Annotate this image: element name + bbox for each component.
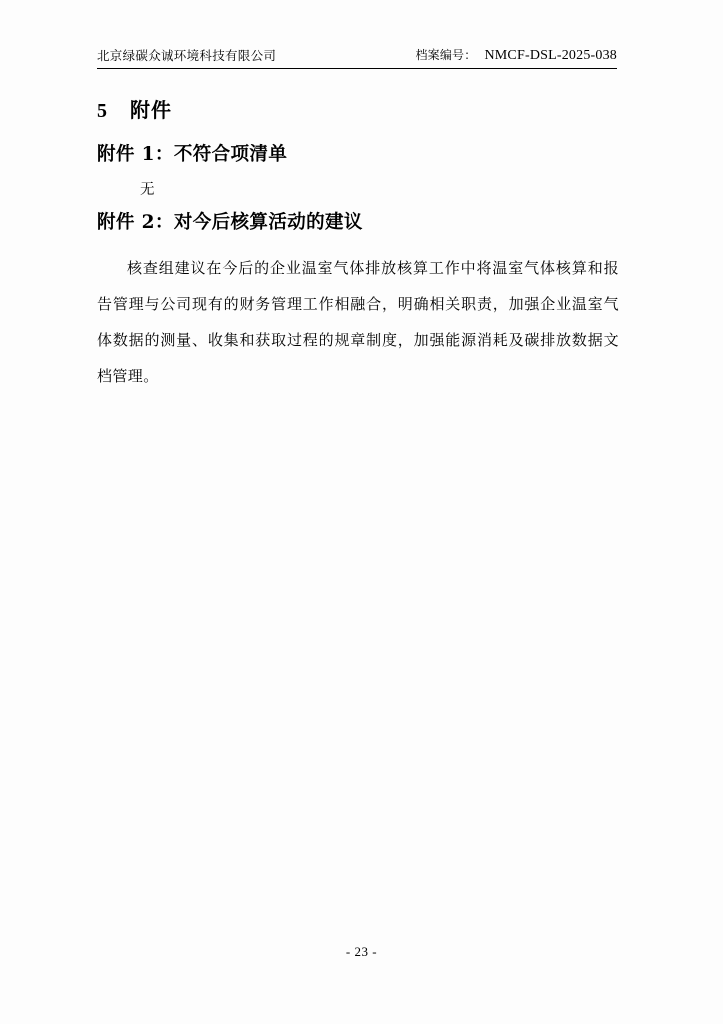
appendix1-heading: 附件 1：不符合项清单 bbox=[97, 144, 288, 165]
section-title: 附件 bbox=[130, 98, 172, 122]
header-company-name: 北京绿碳众诚环境科技有限公司 bbox=[97, 48, 277, 63]
section-number: 5 bbox=[97, 100, 108, 122]
appendix2-heading: 附件 2：对今后核算活动的建议 bbox=[97, 212, 363, 233]
appendix2-body: 核查组建议在今后的企业温室气体排放核算工作中将温室气体核算和报告管理与公司现有的财务管理工作相融合，明确相关职责，加强企业温室气体数据的测量、收集和获取过程的规章制度，加强能源消耗及碳排放数据文档管理。 bbox=[97, 259, 619, 385]
section-heading bbox=[97, 94, 172, 123]
page-number: - 23 - bbox=[345, 944, 378, 959]
page-footer bbox=[0, 944, 723, 960]
header-archive bbox=[415, 46, 617, 64]
appendix1-body: 无 bbox=[140, 182, 155, 198]
page-header bbox=[97, 46, 617, 69]
header-archive-label: 档案编号： bbox=[415, 48, 477, 62]
header-archive-number: NMCF-DSL-2025-038 bbox=[484, 48, 617, 63]
